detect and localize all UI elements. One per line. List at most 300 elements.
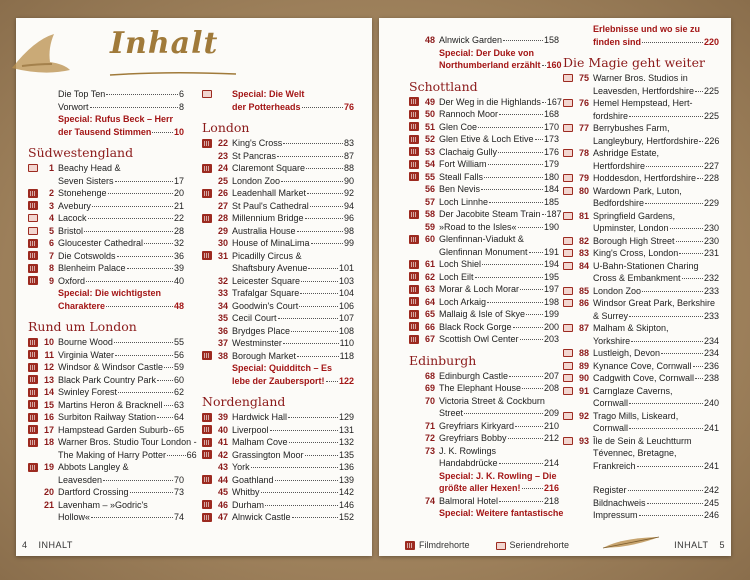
entry-number: 8 bbox=[48, 263, 54, 273]
section-heading: Edinburgh bbox=[409, 352, 477, 368]
entry-body bbox=[439, 108, 559, 121]
entry-icon-slot bbox=[28, 162, 39, 174]
toc-entry[interactable] bbox=[409, 321, 559, 334]
entry-body bbox=[593, 285, 719, 298]
page-ref: 225 bbox=[703, 110, 719, 121]
entry-body bbox=[232, 449, 354, 462]
entry-body bbox=[439, 233, 559, 258]
entry-title: Swinley Forest bbox=[58, 387, 118, 397]
entry-title: Leicester Square bbox=[232, 275, 301, 286]
toc-entry[interactable] bbox=[409, 308, 559, 321]
toc-entry[interactable] bbox=[563, 185, 719, 210]
toc-entry[interactable] bbox=[202, 137, 354, 150]
entry-title: der Potterheads bbox=[232, 101, 301, 112]
entry-icon-slot bbox=[409, 333, 420, 345]
toc-entry[interactable] bbox=[202, 150, 354, 163]
film-icon bbox=[409, 260, 419, 269]
film-icon bbox=[28, 425, 38, 434]
film-icon bbox=[202, 500, 212, 509]
toc-entry[interactable] bbox=[409, 432, 559, 445]
entry-icon-slot bbox=[563, 360, 574, 372]
leader-dots bbox=[489, 202, 543, 203]
toc-entry[interactable] bbox=[28, 361, 184, 374]
entry-line bbox=[232, 312, 354, 325]
entry-number: 48 bbox=[424, 35, 435, 45]
toc-entry[interactable] bbox=[563, 285, 719, 298]
film-icon bbox=[409, 110, 419, 119]
toc-entry[interactable] bbox=[409, 34, 559, 47]
toc-entry[interactable] bbox=[409, 108, 559, 121]
entry-line bbox=[439, 34, 559, 47]
toc-entry[interactable] bbox=[28, 349, 184, 362]
entry-body bbox=[58, 225, 184, 238]
toc-entry[interactable] bbox=[28, 436, 197, 461]
entry-title: Der Weg in die Highlands bbox=[439, 96, 541, 107]
entry-number: 63 bbox=[424, 284, 435, 294]
entry-title: Seven Sisters bbox=[58, 175, 114, 186]
entry-title: Der Jacobite Steam Train bbox=[439, 209, 541, 219]
toc-entry[interactable] bbox=[28, 374, 184, 387]
entry-title: Hardwick Hall bbox=[232, 412, 288, 422]
leader-dots bbox=[629, 116, 703, 117]
entry-title: Cecil Court bbox=[232, 313, 277, 323]
entry-icon-slot bbox=[28, 411, 39, 423]
entry-line bbox=[593, 397, 719, 410]
entry-line bbox=[439, 333, 559, 346]
leader-dots bbox=[270, 430, 338, 431]
entry-number: 39 bbox=[217, 412, 228, 422]
toc-entry[interactable] bbox=[202, 312, 354, 325]
entry-body bbox=[58, 411, 184, 424]
page-ref: 194 bbox=[543, 259, 559, 269]
toc-entry[interactable] bbox=[202, 499, 354, 512]
leader-dots bbox=[130, 492, 173, 493]
entry-number: 23 bbox=[217, 150, 228, 161]
toc-entry[interactable] bbox=[409, 296, 559, 309]
entry-body bbox=[593, 147, 719, 172]
toc-entry[interactable] bbox=[409, 395, 559, 420]
leader-dots bbox=[292, 517, 338, 518]
toc-entry[interactable] bbox=[202, 200, 354, 213]
entry-title: Borough Market bbox=[232, 350, 297, 361]
toc-entry[interactable] bbox=[202, 436, 354, 449]
entry-number: 9 bbox=[48, 275, 54, 286]
entry-line bbox=[593, 484, 719, 497]
entry-number: 29 bbox=[217, 225, 228, 236]
entry-line bbox=[232, 275, 354, 288]
toc-entry[interactable] bbox=[563, 72, 719, 97]
entry-line bbox=[58, 200, 184, 213]
entry-title: St Pancras bbox=[232, 150, 277, 161]
toc-entry[interactable] bbox=[409, 420, 559, 433]
leader-dots bbox=[535, 139, 543, 140]
entry-line bbox=[58, 449, 197, 462]
toc-entry[interactable] bbox=[563, 210, 719, 235]
toc-entry[interactable] bbox=[563, 147, 719, 172]
toc-entry[interactable] bbox=[202, 212, 354, 225]
entry-icon-slot bbox=[28, 225, 39, 237]
entry-icon-slot bbox=[28, 187, 39, 199]
entry-line bbox=[232, 424, 354, 437]
entry-body bbox=[439, 370, 559, 383]
toc-entry[interactable] bbox=[409, 271, 559, 284]
entry-body bbox=[593, 484, 719, 497]
toc-entry[interactable] bbox=[563, 260, 719, 285]
toc-entry[interactable] bbox=[202, 175, 354, 188]
entry-icon-slot bbox=[563, 172, 574, 184]
page-ref: 131 bbox=[338, 424, 354, 435]
toc-entry[interactable] bbox=[409, 233, 559, 258]
toc-entry[interactable] bbox=[409, 146, 559, 159]
entry-icon-slot bbox=[409, 158, 420, 170]
toc-entry[interactable] bbox=[202, 486, 354, 499]
entry-title: Cornwall bbox=[593, 423, 629, 433]
entry-icon-slot bbox=[202, 461, 213, 473]
toc-entry[interactable] bbox=[28, 237, 184, 250]
entry-line bbox=[58, 361, 184, 374]
toc-entry[interactable] bbox=[28, 424, 184, 437]
toc-entry[interactable] bbox=[202, 461, 354, 474]
toc-entry[interactable] bbox=[409, 370, 559, 383]
entry-icon-slot bbox=[202, 175, 213, 187]
entry-number: 6 bbox=[48, 238, 54, 248]
entry-title: Grassington Moor bbox=[232, 449, 304, 460]
tv-icon bbox=[563, 124, 573, 132]
toc-entry[interactable] bbox=[409, 333, 559, 346]
toc-entry[interactable] bbox=[563, 97, 719, 122]
toc-entry[interactable] bbox=[563, 235, 719, 248]
entry-line bbox=[439, 221, 559, 234]
entry-icon-slot bbox=[409, 308, 420, 320]
entry-icon-slot bbox=[28, 374, 39, 386]
entry-line bbox=[232, 300, 354, 313]
entry-icon-slot bbox=[563, 260, 574, 272]
leader-dots bbox=[283, 143, 343, 144]
leader-dots bbox=[542, 214, 546, 215]
leader-dots bbox=[508, 438, 543, 439]
special-entry[interactable] bbox=[563, 23, 719, 48]
page-ref: 62 bbox=[173, 387, 184, 397]
toc-entry[interactable] bbox=[563, 172, 719, 185]
tv-icon bbox=[28, 214, 38, 222]
entry-number: 91 bbox=[578, 385, 589, 396]
entry-icon-slot bbox=[563, 210, 574, 222]
entry-body bbox=[232, 486, 354, 499]
entry-line bbox=[58, 486, 184, 499]
entry-line bbox=[593, 172, 719, 185]
special-entry[interactable] bbox=[28, 113, 184, 138]
toc-column-right-1 bbox=[409, 34, 564, 520]
entry-line bbox=[593, 509, 719, 522]
leader-dots bbox=[629, 428, 703, 429]
entry-line bbox=[439, 158, 559, 171]
entry-line bbox=[439, 395, 559, 408]
toc-entry[interactable] bbox=[409, 158, 559, 171]
toc-entry[interactable] bbox=[28, 88, 184, 101]
toc-entry[interactable] bbox=[202, 474, 354, 487]
toc-entry[interactable] bbox=[28, 461, 184, 486]
special-entry[interactable] bbox=[409, 507, 564, 520]
toc-entry[interactable] bbox=[563, 484, 719, 497]
entry-icon-slot bbox=[409, 96, 420, 108]
toc-entry[interactable] bbox=[409, 382, 559, 395]
special-entry[interactable] bbox=[28, 287, 184, 312]
toc-entry[interactable] bbox=[409, 495, 559, 508]
entry-number: 60 bbox=[424, 234, 435, 244]
toc-entry[interactable] bbox=[409, 221, 559, 234]
toc-entry[interactable] bbox=[202, 300, 354, 313]
entry-title: Warner Bros. Studios in bbox=[593, 73, 688, 83]
toc-entry[interactable] bbox=[28, 336, 184, 349]
toc-entry[interactable] bbox=[202, 287, 354, 300]
entry-line bbox=[593, 335, 719, 348]
leader-dots bbox=[676, 241, 703, 242]
page-ref: 179 bbox=[543, 159, 559, 169]
leader-dots bbox=[86, 281, 173, 282]
leader-dots bbox=[631, 341, 703, 342]
toc-entry[interactable] bbox=[28, 499, 184, 524]
entry-number: 80 bbox=[578, 185, 589, 196]
entry-body bbox=[593, 235, 719, 248]
toc-entry[interactable] bbox=[202, 237, 354, 250]
toc-entry[interactable] bbox=[202, 424, 354, 437]
film-icon bbox=[202, 214, 212, 223]
toc-entry[interactable] bbox=[409, 283, 559, 296]
leader-dots bbox=[697, 178, 703, 179]
page-ref: 152 bbox=[338, 512, 354, 522]
entry-icon-slot bbox=[409, 34, 420, 46]
entry-icon-slot bbox=[28, 262, 39, 274]
entry-icon-slot bbox=[202, 300, 213, 312]
entry-body bbox=[58, 212, 184, 225]
entry-number: 34 bbox=[217, 300, 228, 311]
leader-dots bbox=[265, 505, 338, 506]
entry-number: 37 bbox=[217, 338, 228, 348]
toc-entry[interactable] bbox=[28, 250, 184, 263]
toc-entry[interactable] bbox=[202, 187, 354, 200]
entry-title: Langleybury, Hertfordshire bbox=[593, 135, 699, 146]
leader-dots bbox=[305, 455, 338, 456]
page-ref: 187 bbox=[546, 209, 562, 219]
toc-entry[interactable] bbox=[563, 122, 719, 147]
toc-entry[interactable] bbox=[409, 96, 562, 109]
toc-entry[interactable] bbox=[202, 337, 354, 350]
page-ref: 101 bbox=[338, 263, 354, 273]
film-icon bbox=[28, 400, 38, 409]
page-ref: 233 bbox=[703, 310, 719, 321]
entry-title: Greyfriars Bobby bbox=[439, 433, 507, 443]
entry-title: Alnwick Castle bbox=[232, 512, 291, 522]
toc-entry[interactable] bbox=[28, 262, 184, 275]
toc-entry[interactable] bbox=[202, 411, 354, 424]
page-ref: 110 bbox=[339, 338, 354, 348]
entry-title: Special: J. K. Rowling – Die bbox=[439, 470, 557, 481]
toc-entry[interactable] bbox=[563, 509, 719, 522]
entry-icon-slot bbox=[202, 200, 213, 212]
page-ref: 232 bbox=[703, 273, 719, 283]
entry-icon-slot bbox=[409, 47, 420, 59]
entry-title: Malham Cove bbox=[232, 437, 288, 447]
toc-entry[interactable] bbox=[563, 372, 719, 385]
entry-line bbox=[58, 162, 184, 175]
entry-body bbox=[593, 210, 719, 235]
entry-line bbox=[439, 271, 559, 284]
entry-title: Picadilly Circus & bbox=[232, 250, 302, 261]
toc-entry[interactable] bbox=[563, 360, 719, 373]
entry-title: Hampstead Garden Suburb bbox=[58, 424, 169, 435]
toc-entry[interactable] bbox=[202, 325, 354, 338]
leader-dots bbox=[103, 480, 173, 481]
entry-body bbox=[593, 72, 719, 97]
entry-body bbox=[439, 96, 562, 109]
leader-dots bbox=[164, 367, 173, 368]
toc-entry[interactable] bbox=[202, 511, 354, 524]
toc-entry[interactable] bbox=[563, 297, 719, 322]
toc-entry[interactable] bbox=[28, 275, 184, 288]
entry-number: 11 bbox=[44, 349, 54, 360]
entry-line bbox=[232, 511, 354, 524]
entry-title: Special: Quidditch – Es bbox=[232, 363, 333, 373]
entry-title: Malham & Skipton, bbox=[593, 323, 669, 333]
entry-number: 76 bbox=[578, 98, 589, 108]
entry-icon-slot bbox=[409, 183, 420, 195]
entry-body bbox=[593, 497, 719, 510]
toc-entry[interactable] bbox=[28, 399, 184, 412]
entry-title: Special: Die Welt bbox=[232, 89, 305, 99]
toc-entry[interactable] bbox=[28, 187, 184, 200]
toc-entry[interactable] bbox=[563, 385, 719, 410]
entry-title: Cornwall bbox=[593, 398, 629, 408]
tv-icon bbox=[563, 174, 573, 182]
page-ref: 136 bbox=[338, 462, 354, 472]
entry-title: Leavesden, Hertfordshire bbox=[593, 85, 695, 96]
toc-entry[interactable] bbox=[563, 410, 719, 435]
leader-dots bbox=[288, 417, 338, 418]
entry-line bbox=[232, 486, 354, 499]
entry-line bbox=[439, 321, 559, 334]
toc-entry[interactable] bbox=[28, 386, 184, 399]
toc-entry[interactable] bbox=[28, 200, 184, 213]
leader-dots bbox=[522, 388, 543, 389]
entry-body bbox=[439, 208, 562, 221]
entry-icon-slot bbox=[202, 411, 213, 423]
page-ref: 21 bbox=[173, 200, 184, 211]
page-ref: 48 bbox=[173, 300, 184, 311]
entry-title: Handabdrücke bbox=[439, 458, 498, 468]
page-ref: 98 bbox=[343, 225, 354, 236]
leader-dots bbox=[679, 253, 703, 254]
entry-title: Lustleigh, Devon bbox=[593, 348, 661, 358]
page-ref: 209 bbox=[543, 408, 559, 418]
toc-entry[interactable] bbox=[28, 212, 184, 225]
entry-icon-slot bbox=[202, 287, 213, 299]
toc-entry[interactable] bbox=[563, 435, 719, 473]
page-ref: 227 bbox=[703, 160, 719, 171]
entry-line bbox=[58, 336, 184, 349]
page-ref: 66 bbox=[186, 449, 197, 460]
entry-icon-slot bbox=[409, 370, 420, 382]
leader-dots bbox=[526, 314, 543, 315]
toc-entry[interactable] bbox=[202, 162, 354, 175]
toc-entry[interactable] bbox=[202, 275, 354, 288]
entry-line bbox=[593, 72, 719, 85]
leader-dots bbox=[251, 467, 338, 468]
entry-body bbox=[58, 237, 184, 250]
film-icon bbox=[28, 438, 38, 447]
toc-entry[interactable] bbox=[202, 225, 354, 238]
toc-entry[interactable] bbox=[409, 258, 559, 271]
entry-icon-slot bbox=[202, 449, 213, 461]
entry-line bbox=[439, 445, 559, 458]
entry-line bbox=[58, 225, 184, 238]
toc-entry[interactable] bbox=[563, 347, 719, 360]
entry-icon-slot bbox=[563, 23, 574, 35]
entry-title: Mallaig & Isle of Skye bbox=[439, 309, 526, 319]
toc-entry[interactable] bbox=[409, 171, 559, 184]
page-ref: 225 bbox=[703, 85, 719, 96]
entry-number: 28 bbox=[217, 213, 228, 223]
toc-entry[interactable] bbox=[28, 486, 184, 499]
toc-entry[interactable] bbox=[563, 247, 719, 260]
special-entry[interactable] bbox=[202, 362, 354, 387]
entry-icon-slot bbox=[409, 171, 420, 183]
toc-entry[interactable] bbox=[28, 225, 184, 238]
toc-entry[interactable] bbox=[202, 350, 354, 363]
entry-line bbox=[232, 449, 354, 462]
entry-icon-slot bbox=[409, 495, 420, 507]
toc-entry[interactable] bbox=[409, 208, 562, 221]
special-entry[interactable] bbox=[409, 47, 562, 72]
toc-entry[interactable] bbox=[28, 162, 184, 187]
leader-dots bbox=[88, 218, 173, 219]
special-entry[interactable] bbox=[202, 88, 354, 113]
entry-title: Martins Heron & Bracknell bbox=[58, 399, 163, 410]
toc-entry[interactable] bbox=[409, 183, 559, 196]
toc-entry[interactable] bbox=[409, 196, 559, 209]
toc-entry[interactable] bbox=[409, 133, 559, 146]
entry-line bbox=[58, 187, 184, 200]
toc-entry[interactable] bbox=[409, 445, 559, 470]
toc-entry[interactable] bbox=[28, 411, 184, 424]
leader-dots bbox=[308, 268, 338, 269]
toc-entry[interactable] bbox=[409, 121, 559, 134]
entry-title: Warner Bros. Studio Tour London - bbox=[58, 437, 197, 447]
entry-body bbox=[232, 187, 354, 200]
film-icon bbox=[28, 276, 38, 285]
entry-line bbox=[593, 197, 719, 210]
entry-title: Glenfinnan Monument bbox=[439, 246, 528, 257]
toc-entry[interactable] bbox=[202, 250, 354, 275]
entry-icon-slot bbox=[563, 185, 574, 197]
toc-entry[interactable] bbox=[202, 449, 354, 462]
special-entry[interactable] bbox=[409, 470, 559, 495]
toc-entry[interactable] bbox=[28, 101, 184, 114]
entry-line bbox=[58, 300, 184, 313]
entry-line bbox=[593, 422, 719, 435]
entry-body bbox=[439, 158, 559, 171]
toc-entry[interactable] bbox=[563, 322, 719, 347]
toc-entry[interactable] bbox=[563, 497, 719, 510]
entry-icon-slot bbox=[563, 410, 574, 422]
entry-body bbox=[439, 146, 559, 159]
entry-title: Black Rock Gorge bbox=[439, 321, 512, 332]
page-ref: 220 bbox=[703, 36, 719, 47]
entry-icon-slot bbox=[563, 147, 574, 159]
entry-line bbox=[232, 137, 354, 150]
entry-title: Goodwin's Court bbox=[232, 300, 299, 311]
entry-line bbox=[439, 432, 559, 445]
tv-icon bbox=[563, 387, 573, 395]
